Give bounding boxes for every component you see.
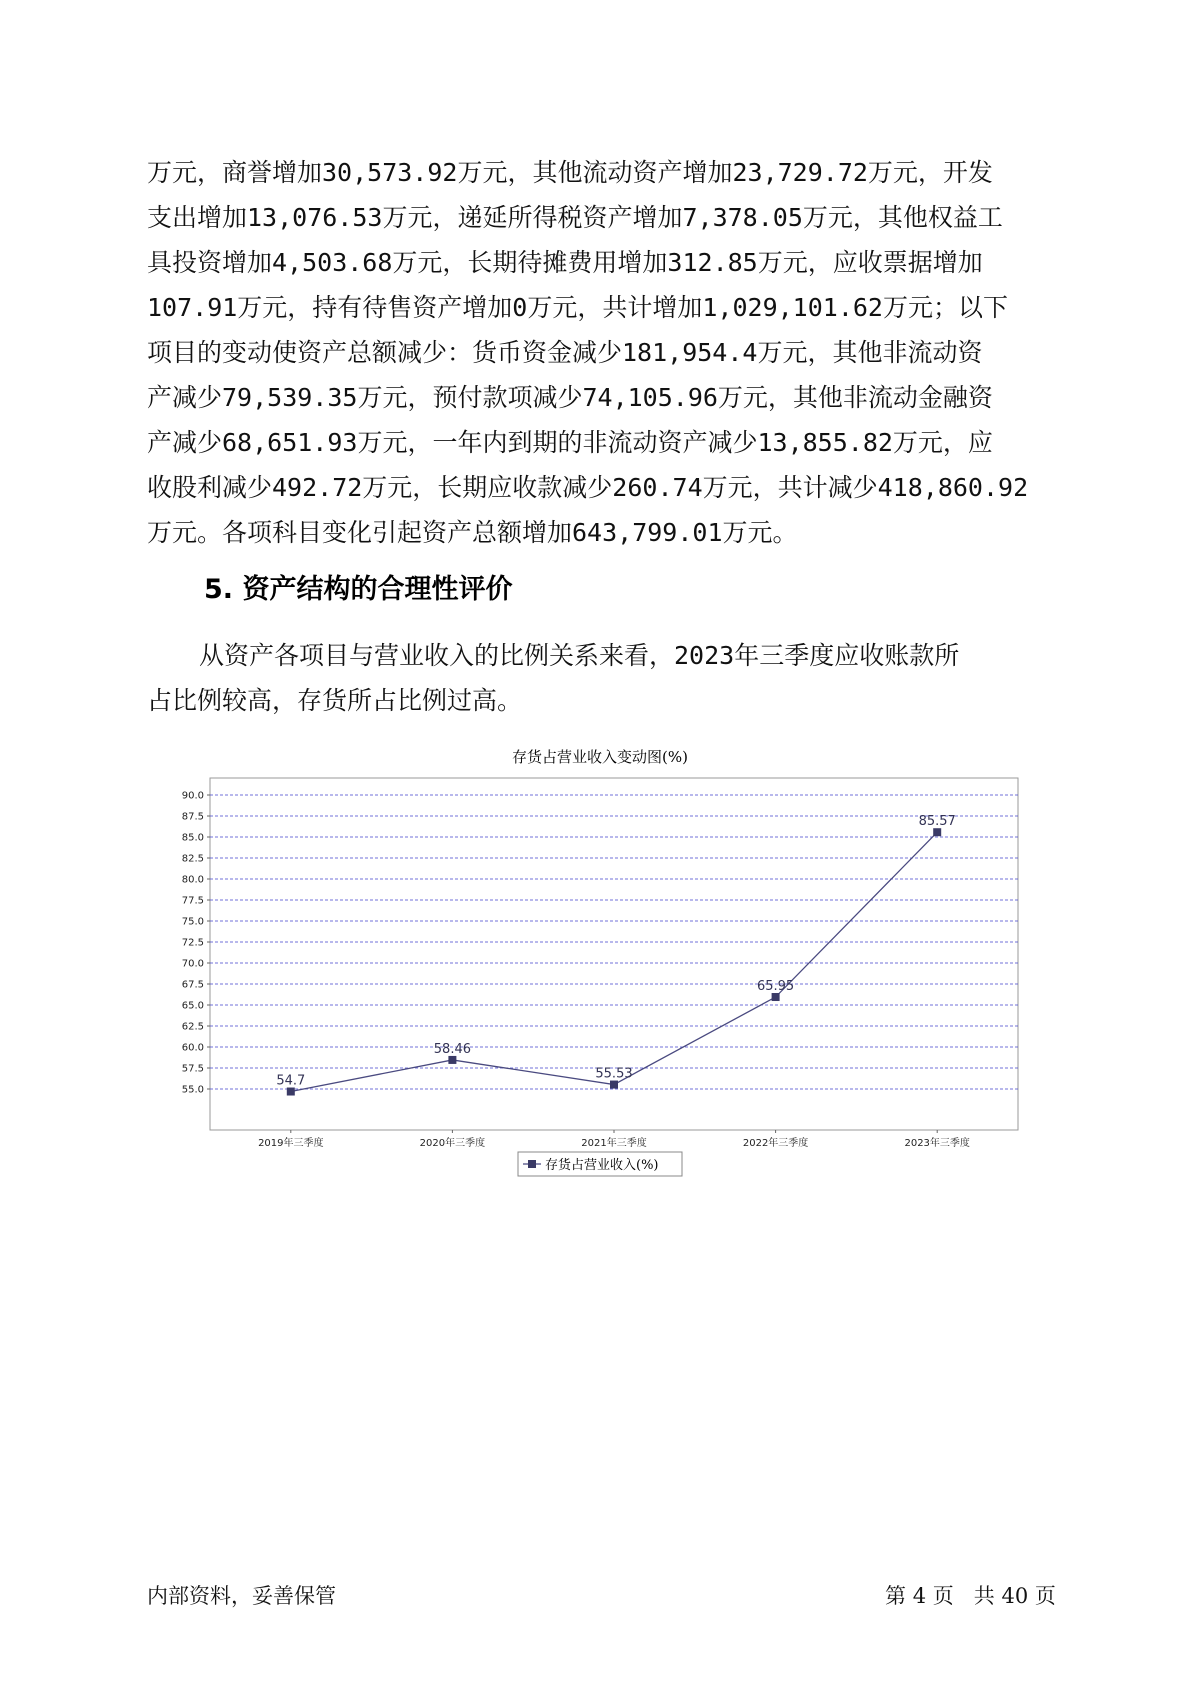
- x-tick-label: 2023年三季度: [904, 1138, 970, 1149]
- footer-confidential-note: 内部资料，妥善保管: [147, 1584, 336, 1608]
- page-prefix: 第: [885, 1584, 906, 1608]
- x-tick-label: 2022年三季度: [742, 1138, 809, 1149]
- section-heading: 5. 资产结构的合理性评价: [204, 574, 513, 605]
- data-point-marker: [610, 1081, 618, 1089]
- legend-marker-icon: [528, 1160, 536, 1168]
- data-label: 85.57: [918, 814, 956, 830]
- chart-title: 存货占营业收入变动图(%): [512, 748, 688, 766]
- legend-label: 存货占营业收入(%): [545, 1158, 659, 1173]
- text-line: 具投资增加4,503.68万元，长期待摊费用增加312.85万元，应收票据增加: [147, 248, 983, 277]
- y-tick-label: 80.0: [181, 874, 204, 886]
- y-tick-label: 85.0: [181, 832, 204, 844]
- text-line: 产减少79,539.35万元，预付款项减少74,105.96万元，其他非流动金融资: [147, 383, 993, 412]
- chart-svg: [165, 740, 1035, 1200]
- text-line: 占比例较高，存货所占比例过高。: [147, 686, 523, 715]
- text-line: 收股利减少492.72万元，长期应收款减少260.74万元，共计减少418,860.92: [147, 473, 1029, 502]
- text-line: 万元，商誉增加30,573.92万元，其他流动资产增加23,729.72万元，开发: [147, 158, 993, 187]
- text-line: 从资产各项目与营业收入的比例关系来看，2023年三季度应收账款所: [199, 641, 960, 670]
- y-tick-label: 90.0: [181, 790, 204, 802]
- y-axis-ticks: [182, 791, 210, 1096]
- y-tick-label: 70.0: [181, 958, 204, 970]
- x-tick-label: 2021年三季度: [581, 1138, 647, 1149]
- data-point-marker: [287, 1088, 295, 1096]
- y-tick-label: 82.5: [181, 853, 204, 865]
- data-label: 65.95: [756, 979, 795, 995]
- data-label: 55.53: [595, 1066, 633, 1082]
- y-tick-label: 77.5: [181, 895, 204, 907]
- total-prefix: 共: [973, 1584, 995, 1608]
- data-point-marker: [448, 1056, 456, 1064]
- data-label: 54.7: [276, 1073, 306, 1089]
- y-tick-label: 72.5: [181, 937, 204, 949]
- body-paragraph-2: [147, 633, 1047, 723]
- text-line: 项目的变动使资产总额减少：货币资金减少181,954.4万元，其他非流动资: [147, 338, 983, 367]
- x-tick-label: 2019年三季度: [258, 1138, 324, 1149]
- y-tick-label: 57.5: [181, 1063, 204, 1075]
- x-tick-label: 2020年三季度: [419, 1138, 486, 1149]
- text-line: 产减少68,651.93万元，一年内到期的非流动资产减少13,855.82万元，应: [147, 428, 993, 457]
- page-mid: 页: [932, 1584, 954, 1608]
- y-tick-label: 67.5: [181, 979, 204, 991]
- text-line: 支出增加13,076.53万元，递延所得税资产增加7,378.05万元，其他权益工: [147, 203, 1003, 232]
- y-tick-label: 75.0: [181, 916, 204, 928]
- footer-page-number: [885, 1581, 1056, 1611]
- data-point-marker: [933, 828, 941, 836]
- y-tick-label: 65.0: [181, 1000, 204, 1012]
- page-total: 40: [1001, 1584, 1029, 1608]
- y-tick-label: 87.5: [181, 811, 204, 823]
- x-axis-ticks: [258, 1130, 970, 1149]
- y-tick-label: 62.5: [181, 1021, 204, 1033]
- data-point-marker: [772, 993, 780, 1001]
- inventory-ratio-chart: [165, 740, 1035, 1200]
- text-line: 107.91万元，持有待售资产增加0万元，共计增加1,029,101.62万元；以下: [147, 293, 1008, 322]
- total-suffix: 页: [1034, 1584, 1056, 1608]
- page-current: 4: [912, 1584, 927, 1608]
- y-tick-label: 55.0: [181, 1084, 204, 1096]
- body-paragraph-1: [147, 150, 1047, 555]
- text-line: 万元。各项科目变化引起资产总额增加643,799.01万元。: [147, 518, 798, 547]
- data-label: 58.46: [433, 1041, 472, 1057]
- y-tick-label: 60.0: [181, 1042, 204, 1054]
- chart-legend: [518, 1152, 682, 1176]
